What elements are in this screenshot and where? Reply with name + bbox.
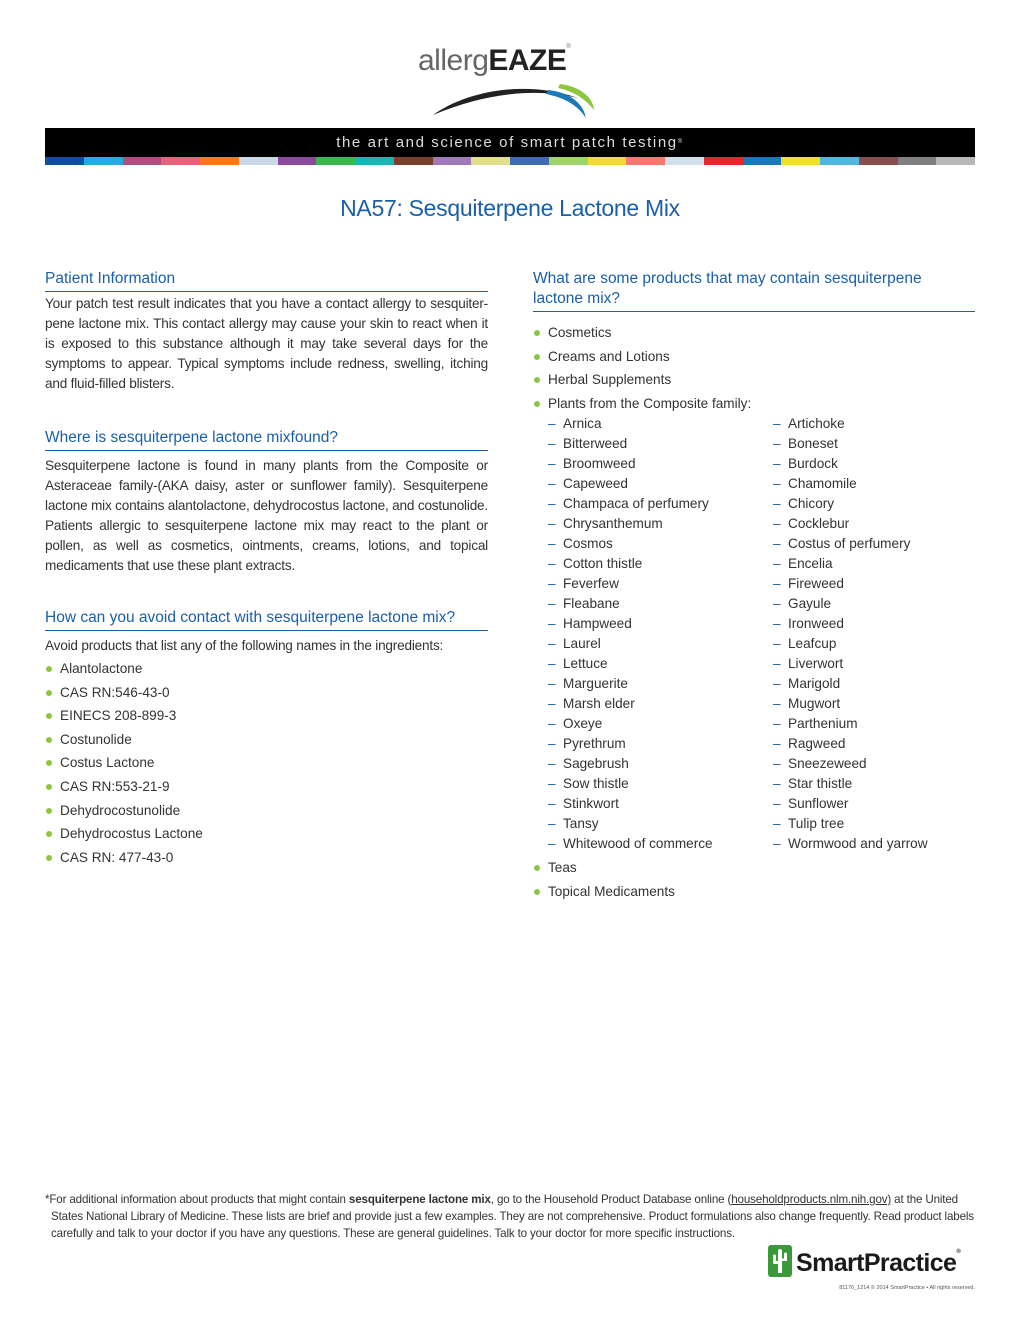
footer-bold-term: sesquiterpene lactone mix: [348, 1193, 491, 1206]
avoid-intro-text: Avoid products that list any of the following names in the ingredients:: [45, 638, 444, 653]
color-stripe-segment: [549, 157, 588, 165]
patient-info-heading: Patient Information: [45, 269, 488, 292]
color-stripe-segment: [123, 157, 162, 165]
plant-list-item: – Artichoke: [773, 414, 973, 434]
color-stripe-segment: [898, 157, 937, 165]
plant-list-item: – Wormwood and yarrow: [773, 834, 973, 854]
plant-list-item: – Pyrethrum: [548, 734, 768, 754]
where-found-heading: Where is sesquiterpene lactone mixfound?: [45, 428, 488, 451]
page-title: NA57: Sesquiterpene Lactone Mix: [340, 195, 680, 221]
footer-text-line3: carefully and talk to your doctor if you have any questions. These are general guidelines. Talk to your doctor for more specific instructions.: [51, 1227, 735, 1240]
plant-list-item: – Fireweed: [773, 574, 973, 594]
plant-list-item: – Capeweed: [548, 474, 768, 494]
brand-registered-mark: ®: [956, 1249, 961, 1255]
plant-list-item: – Champaca of perfumery: [548, 494, 768, 514]
product-list-item: Cosmetics: [533, 323, 975, 347]
plant-list-item: – Marguerite: [548, 674, 768, 694]
ingredient-list-item: CAS RN:546-43-0: [45, 683, 488, 707]
products-heading: What are some products that may contain sesquiterpene lactone mix?: [533, 269, 975, 312]
ingredient-list-item: CAS RN:553-21-9: [45, 777, 488, 801]
plant-list-item: – Parthenium: [773, 714, 973, 734]
logo-bold-text: EAZE: [488, 44, 567, 77]
plant-list-item: – Chrysanthemum: [548, 514, 768, 534]
product-list-item: Topical Medicaments: [533, 882, 975, 906]
footer-text-part2: , go to the Household Product Database online: [490, 1193, 728, 1206]
color-stripe-segment: [355, 157, 394, 165]
tagline-registered-mark: ®: [677, 139, 684, 145]
color-stripe-segment: [200, 157, 239, 165]
color-stripe-segment: [394, 157, 433, 165]
plant-list-item: – Tulip tree: [773, 814, 973, 834]
plant-list-item: – Cotton thistle: [548, 554, 768, 574]
patient-info-text: Your patch test result indicates that you have a contact allergy to sesquiter-pene lactone mix. This contact allergy may cause your skin to react when it is exposed to this substance although it may take several days for the symptoms to appear. Typical symptoms include redness, swelling, itching and fluid-filled blisters.: [45, 296, 488, 391]
avoid-ingredient-list: [45, 659, 488, 871]
color-stripe-segment: [45, 157, 84, 165]
ingredient-list-item: Dehydrocostunolide: [45, 801, 488, 825]
color-stripe-segment: [161, 157, 200, 165]
plant-list-item: – Marsh elder: [548, 694, 768, 714]
plant-list-item: – Burdock: [773, 454, 973, 474]
plant-list-item: – Laurel: [548, 634, 768, 654]
plant-list-item: – Star thistle: [773, 774, 973, 794]
color-stripe-bar: [45, 157, 975, 165]
plant-list-item: – Tansy: [548, 814, 768, 834]
product-list-item: Herbal Supplements: [533, 370, 975, 394]
color-stripe-segment: [471, 157, 510, 165]
plant-list-item: – Cosmos: [548, 534, 768, 554]
plant-list-item: – Encelia: [773, 554, 973, 574]
footer-database-link[interactable]: householdproducts.nlm.nih.gov): [731, 1193, 892, 1206]
smartpractice-logo: [768, 1245, 976, 1281]
plant-list-item: – Broomweed: [548, 454, 768, 474]
color-stripe-segment: [588, 157, 627, 165]
footer-note: *For additional information about products that might contain sesquiterpene lactone mix, go to the Household Product Database online (householdproducts.nlm.nih.gov) at the United States National Library of Medicine. These lists are brief and provide just a few examples. They are not comprehensive. Product formulations also change frequently. Read product labels carefully and talk to your doctor if you have any questions. These are general guidelines. Talk to your doctor for more specific instructions.: [45, 1191, 977, 1242]
footer-text-part3: at the United: [891, 1193, 958, 1206]
plant-list-item: – Hampweed: [548, 614, 768, 634]
ingredient-list-item: Costunolide: [45, 730, 488, 754]
plant-list-item: – Oxeye: [548, 714, 768, 734]
color-stripe-segment: [820, 157, 859, 165]
tagline-banner: [45, 128, 975, 157]
color-stripe-segment: [859, 157, 898, 165]
color-stripe-segment: [936, 157, 975, 165]
plant-list-item: – Mugwort: [773, 694, 973, 714]
plant-list-item: – Boneset: [773, 434, 973, 454]
logo-registered-mark: ®: [566, 44, 571, 50]
color-stripe-segment: [665, 157, 704, 165]
plant-list-item: – Leafcup: [773, 634, 973, 654]
products-list-continued: [533, 858, 975, 905]
footer-text-part1: *For additional information about products that might contain: [45, 1193, 349, 1206]
smartpractice-wordmark: [796, 1249, 960, 1278]
color-stripe-segment: [626, 157, 665, 165]
logo-light-text: allerg: [418, 44, 489, 77]
plant-list-item: – Chicory: [773, 494, 973, 514]
plant-list-item: – Costus of perfumery: [773, 534, 973, 554]
plant-list-item: – Ironweed: [773, 614, 973, 634]
color-stripe-segment: [743, 157, 782, 165]
products-list: [533, 323, 975, 417]
product-list-item: Teas: [533, 858, 975, 882]
plant-list-item: – Whitewood of commerce: [548, 834, 768, 854]
ingredient-list-item: Costus Lactone: [45, 753, 488, 777]
color-stripe-segment: [781, 157, 820, 165]
logo-swoosh-icon: [428, 70, 598, 120]
plant-list-item: – Stinkwort: [548, 794, 768, 814]
plant-list-item: – Marigold: [773, 674, 973, 694]
plant-list-item: – Liverwort: [773, 654, 973, 674]
where-found-text: Sesquiterpene lactone is found in many plants from the Composite or Asteraceae family-(AKA daisy, aster or sunflower family). Sesquiterpene lactone mix contains alantolactone, dehydrocostus lactone, and costunolide. Patients allergic to sesquiterpene lactone mix may react to the plant or pollen, as well as cosmetics, ointments, creams, lotions, and topical medicaments that use these plant extracts.: [45, 458, 488, 573]
plants-list-left: [548, 414, 768, 854]
plant-list-item: – Sagebrush: [548, 754, 768, 774]
ingredient-list-item: EINECS 208-899-3: [45, 706, 488, 730]
plant-list-item: – Feverfew: [548, 574, 768, 594]
plant-list-item: – Chamomile: [773, 474, 973, 494]
product-list-item: Plants from the Composite family:: [533, 394, 975, 418]
cactus-icon: [768, 1245, 792, 1277]
color-stripe-segment: [704, 157, 743, 165]
plant-list-item: – Sunflower: [773, 794, 973, 814]
color-stripe-segment: [510, 157, 549, 165]
plant-list-item: – Fleabane: [548, 594, 768, 614]
plant-list-item: – Bitterweed: [548, 434, 768, 454]
color-stripe-segment: [84, 157, 123, 165]
product-list-item: Creams and Lotions: [533, 347, 975, 371]
plant-list-item: – Sow thistle: [548, 774, 768, 794]
allergeaze-logo: [418, 40, 608, 120]
tagline-text: the art and science of smart patch testing: [336, 134, 678, 151]
brand-name-text: SmartPractice: [796, 1249, 957, 1277]
color-stripe-segment: [278, 157, 317, 165]
ingredient-list-item: Alantolactone: [45, 659, 488, 683]
plant-list-item: – Lettuce: [548, 654, 768, 674]
color-stripe-segment: [433, 157, 472, 165]
plant-list-item: – Gayule: [773, 594, 973, 614]
ingredient-list-item: CAS RN: 477-43-0: [45, 848, 488, 872]
avoid-contact-heading: How can you avoid contact with sesquiterpene lactone mix?: [45, 608, 488, 631]
copyright-text: 81176_1214 © 2014 SmartPractice • All rights reserved.: [839, 1285, 975, 1291]
plants-list-right: [773, 414, 973, 854]
ingredient-list-item: Dehydrocostus Lactone: [45, 824, 488, 848]
plant-list-item: – Ragweed: [773, 734, 973, 754]
plant-list-item: – Sneezeweed: [773, 754, 973, 774]
plant-list-item: – Arnica: [548, 414, 768, 434]
color-stripe-segment: [316, 157, 355, 165]
color-stripe-segment: [239, 157, 278, 165]
footer-text-line2: States National Library of Medicine. These lists are brief and provide just a few examples. They are not comprehensive. Product formulations also change frequently. Read product labels: [51, 1210, 974, 1223]
plant-list-item: – Cocklebur: [773, 514, 973, 534]
